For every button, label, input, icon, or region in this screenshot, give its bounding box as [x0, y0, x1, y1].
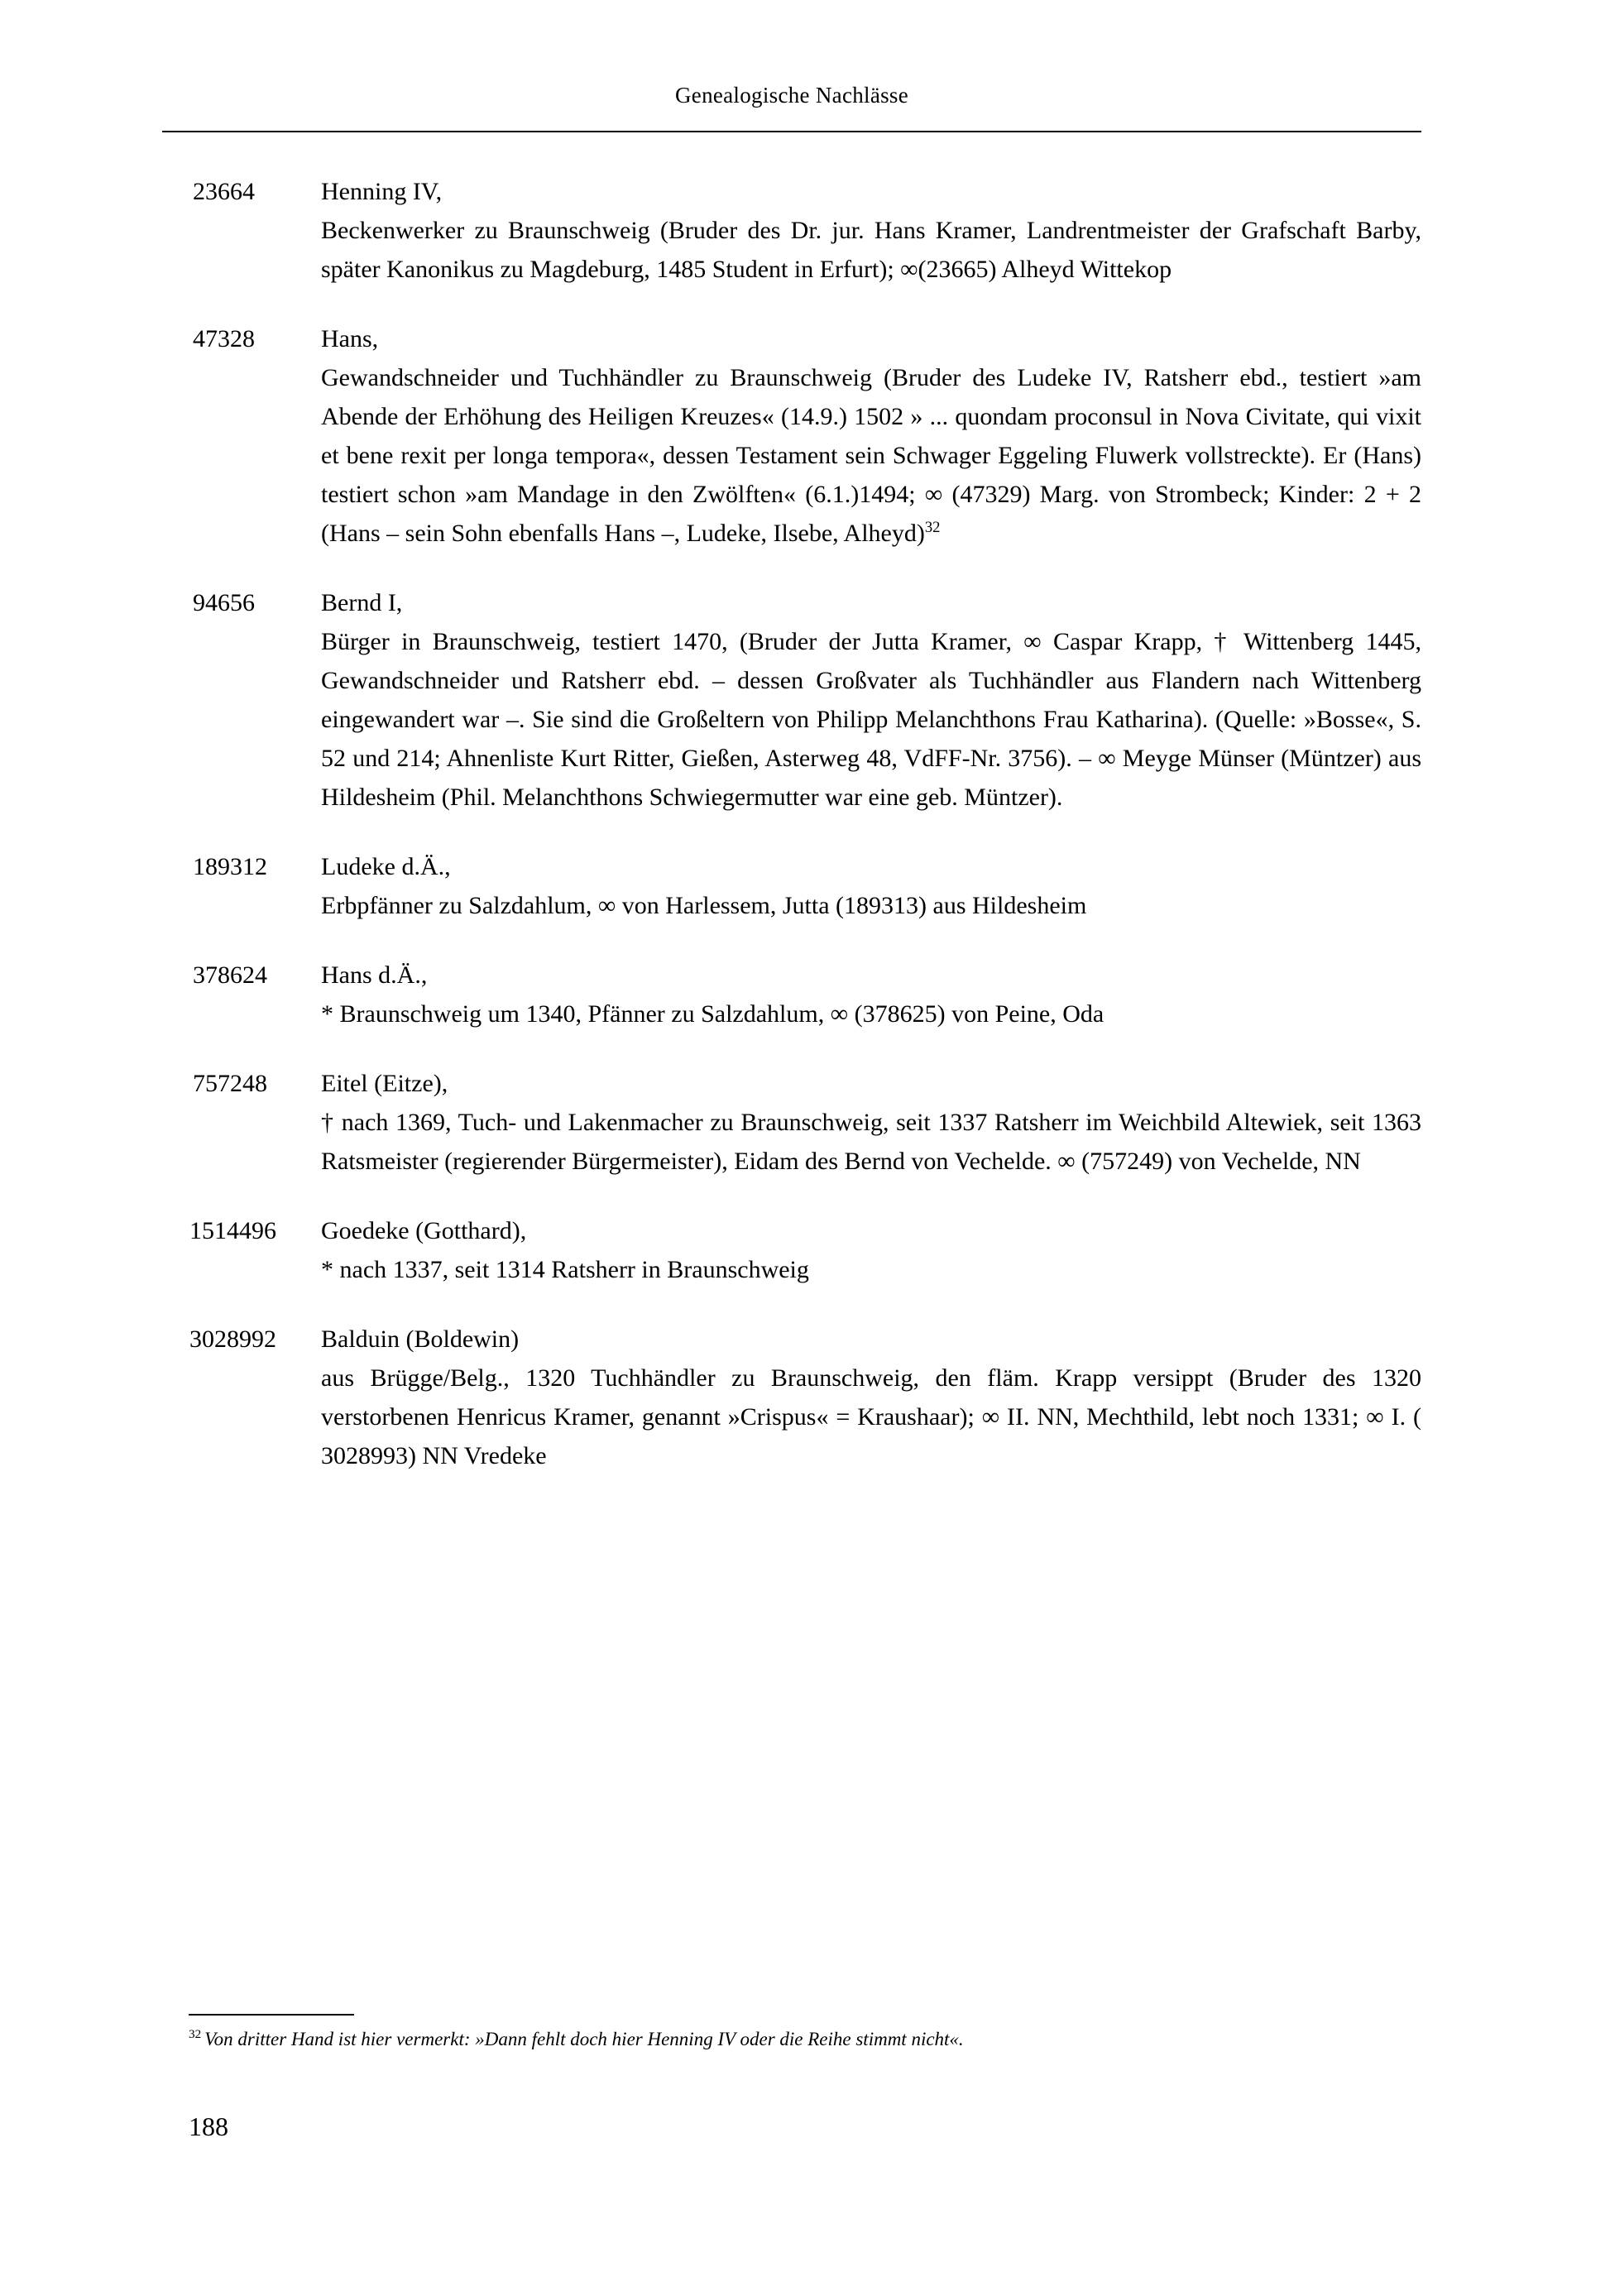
entry-body — [321, 583, 1421, 817]
entry-detail: * nach 1337, seit 1314 Ratsherr in Braunschweig — [321, 1256, 809, 1283]
entry-name: Eitel (Eitze), — [321, 1070, 448, 1097]
genealogy-entry — [162, 1064, 1421, 1181]
genealogy-entry — [162, 583, 1421, 817]
footnote-reference[interactable]: 32 — [924, 519, 941, 536]
genealogy-entry — [162, 1320, 1421, 1475]
entry-body — [321, 1064, 1421, 1181]
entry-detail: Bürger in Braunschweig, testiert 1470, (Bruder der Jutta Kramer, ∞ Caspar Krapp, † Wittenberg 1445, Gewandschneider und Ratsherr ebd. – dessen Großvater als Tuchhändler aus Flandern nach Wittenberg eingewandert war –. Sie sind die Großeltern von Philipp Melanchthons Frau Katharina). (Quelle: »Bosse«, S. 52 und 214; Ahnenliste Kurt Ritter, Gießen, Asterweg 48, VdFF-Nr. 3756). – ∞ Meyge Münser (Müntzer) aus Hildesheim (Phil. Melanchthons Schwiegermutter war eine geb. Müntzer). — [321, 628, 1421, 811]
footnote-text: Von dritter Hand ist hier vermerkt: »Dann fehlt doch hier Henning IV oder die Reihe stimmt nicht«. — [204, 2029, 964, 2049]
entry-body — [321, 319, 1421, 553]
entry-id: 23664 — [193, 178, 255, 205]
genealogy-entry — [162, 319, 1421, 553]
entry-id: 47328 — [193, 325, 255, 352]
entry-body — [321, 1320, 1421, 1475]
header-rule — [162, 131, 1421, 132]
entry-detail: aus Brügge/Belg., 1320 Tuchhändler zu Braunschweig, den fläm. Krapp versippt (Bruder des 1320 verstorbenen Henricus Kramer, genannt »Crispus« = Kraushaar); ∞ II. NN, Mechthild, lebt noch 1331; ∞ I. ( 3028993) NN Vredeke — [321, 1364, 1421, 1469]
entry-id: 189312 — [193, 853, 267, 880]
entry-id: 3028992 — [189, 1325, 276, 1353]
entry-name: Ludeke d.Ä., — [321, 853, 451, 880]
entry-body — [321, 1211, 1421, 1289]
footnote — [189, 2025, 1421, 2054]
entry-id: 757248 — [193, 1070, 267, 1097]
entry-body — [321, 172, 1421, 289]
genealogy-entry — [162, 956, 1421, 1033]
entry-detail-text: Gewandschneider und Tuchhändler zu Braunschweig (Bruder des Ludeke IV, Ratsherr ebd., testiert »am Abende der Erhöhung des Heiligen Kreuzes« (14.9.) 1502 » ... quondam proconsul in Nova Civitate, qui vixit et bene rexit per longa tempora«, dessen Testament sein Schwager Eggeling Fluwerk vollstreckte). Er (Hans) testiert schon »am Mandage in den Zwölften« (6.1.)1494; ∞ (47329) Marg. von Strombeck; Kinder: 2 + 2 (Hans – sein Sohn ebenfalls Hans –, Ludeke, Ilsebe, Alheyd) — [321, 364, 1421, 547]
footnote-separator-rule — [189, 2014, 354, 2016]
running-head: Genealogische Nachlässe — [674, 83, 909, 108]
entry-id: 1514496 — [189, 1217, 276, 1244]
entry-name: Hans, — [321, 325, 379, 352]
genealogy-entry — [162, 1211, 1421, 1289]
entry-name: Hans d.Ä., — [321, 961, 428, 989]
entry-detail — [321, 358, 1421, 553]
entry-id: 94656 — [193, 589, 255, 616]
entry-body — [321, 956, 1421, 1033]
entry-detail: * Braunschweig um 1340, Pfänner zu Salzdahlum, ∞ (378625) von Peine, Oda — [321, 1000, 1104, 1028]
entry-name: Henning IV, — [321, 178, 443, 205]
genealogy-entry — [162, 172, 1421, 289]
footnote-marker: 32 — [189, 2027, 202, 2042]
entry-id: 378624 — [193, 961, 267, 989]
entry-detail: Beckenwerker zu Braunschweig (Bruder des Dr. jur. Hans Kramer, Landrentmeister der Grafschaft Barby, später Kanonikus zu Magdeburg, 1485 Student in Erfurt); ∞(23665) Alheyd Wittekop — [321, 217, 1421, 283]
genealogy-entry — [162, 847, 1421, 925]
entry-name: Bernd I, — [321, 589, 403, 616]
entry-detail: † nach 1369, Tuch- und Lakenmacher zu Braunschweig, seit 1337 Ratsherr im Weichbild Altewiek, seit 1363 Ratsmeister (regierender Bürgermeister), Eidam des Bernd von Vechelde. ∞ (757249) von Vechelde, NN — [321, 1109, 1421, 1175]
entry-list — [162, 172, 1421, 1475]
entry-name: Balduin (Boldewin) — [321, 1325, 520, 1353]
entry-body — [321, 847, 1421, 925]
entry-detail: Erbpfänner zu Salzdahlum, ∞ von Harlessem, Jutta (189313) aus Hildesheim — [321, 892, 1087, 919]
page-number: 188 — [189, 2111, 228, 2141]
entry-name: Goedeke (Gotthard), — [321, 1217, 527, 1244]
